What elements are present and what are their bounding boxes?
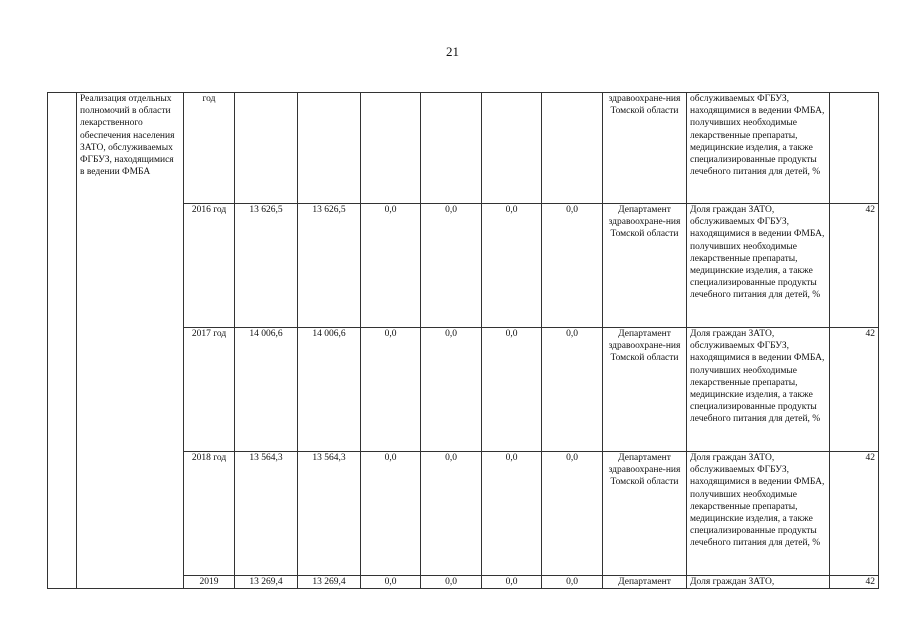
value-cell	[542, 93, 603, 204]
table-row	[48, 93, 879, 204]
budget-cell: 13 626,5	[298, 204, 361, 328]
value-cell: 0,0	[482, 328, 542, 452]
department-cell: Департамент	[603, 576, 687, 589]
year-cell: 2019	[184, 576, 235, 589]
year-cell: 2017 год	[184, 328, 235, 452]
year-cell: 2018 год	[184, 452, 235, 576]
value-cell: 0,0	[421, 452, 482, 576]
program-table	[47, 92, 879, 589]
value-cell: 0,0	[542, 576, 603, 589]
target-cell: 42	[830, 328, 879, 452]
total-cell	[235, 93, 298, 204]
total-cell: 14 006,6	[235, 328, 298, 452]
value-cell	[421, 93, 482, 204]
value-cell: 0,0	[361, 576, 421, 589]
value-cell: 0,0	[421, 204, 482, 328]
page-bottom-margin	[0, 590, 905, 640]
budget-cell: 13 564,3	[298, 452, 361, 576]
department-cell: Департамент здравоохране-ния Томской области	[603, 452, 687, 576]
number-cell	[48, 93, 77, 589]
indicator-cell: Доля граждан ЗАТО, обслуживаемых ФГБУЗ, находящимися в ведении ФМБА, получивших необходимые лекарственные препараты, медицинские изделия, а также специализированные продукты лечебного питания для детей, %	[687, 328, 830, 452]
value-cell: 0,0	[482, 204, 542, 328]
total-cell: 13 626,5	[235, 204, 298, 328]
budget-cell: 14 006,6	[298, 328, 361, 452]
department-cell: Департамент здравоохране-ния Томской области	[603, 204, 687, 328]
target-cell: 42	[830, 452, 879, 576]
target-cell	[830, 93, 879, 204]
indicator-cell: Доля граждан ЗАТО, обслуживаемых ФГБУЗ, находящимися в ведении ФМБА, получивших необходимые лекарственные препараты, медицинские изделия, а также специализированные продукты лечебного питания для детей, %	[687, 204, 830, 328]
value-cell: 0,0	[421, 328, 482, 452]
value-cell: 0,0	[542, 328, 603, 452]
page-number: 21	[446, 44, 459, 59]
value-cell: 0,0	[482, 576, 542, 589]
value-cell: 0,0	[542, 204, 603, 328]
year-cell: год	[184, 93, 235, 204]
value-cell: 0,0	[542, 452, 603, 576]
budget-cell: 13 269,4	[298, 576, 361, 589]
value-cell	[482, 93, 542, 204]
year-cell: 2016 год	[184, 204, 235, 328]
value-cell	[361, 93, 421, 204]
value-cell: 0,0	[361, 452, 421, 576]
value-cell: 0,0	[361, 328, 421, 452]
indicator-cell: Доля граждан ЗАТО, обслуживаемых ФГБУЗ, находящимися в ведении ФМБА, получивших необходимые лекарственные препараты, медицинские изделия, а также специализированные продукты лечебного питания для детей, %	[687, 452, 830, 576]
total-cell: 13 564,3	[235, 452, 298, 576]
total-cell: 13 269,4	[235, 576, 298, 589]
target-cell: 42	[830, 204, 879, 328]
indicator-cell: Доля граждан ЗАТО,	[687, 576, 830, 589]
task-cell: Реализация отдельных полномочий в области лекарственного обеспечения населения ЗАТО, обслуживаемых ФГБУЗ, находящимися в ведении ФМБА	[77, 93, 184, 589]
department-cell: здравоохране-ния Томской области	[603, 93, 687, 204]
indicator-cell: обслуживаемых ФГБУЗ, находящимися в ведении ФМБА, получивших необходимые лекарственные препараты, медицинские изделия, а также специализированные продукты лечебного питания для детей, %	[687, 93, 830, 204]
value-cell: 0,0	[482, 452, 542, 576]
department-cell: Департамент здравоохране-ния Томской области	[603, 328, 687, 452]
value-cell: 0,0	[421, 576, 482, 589]
target-cell: 42	[830, 576, 879, 589]
value-cell: 0,0	[361, 204, 421, 328]
budget-cell	[298, 93, 361, 204]
